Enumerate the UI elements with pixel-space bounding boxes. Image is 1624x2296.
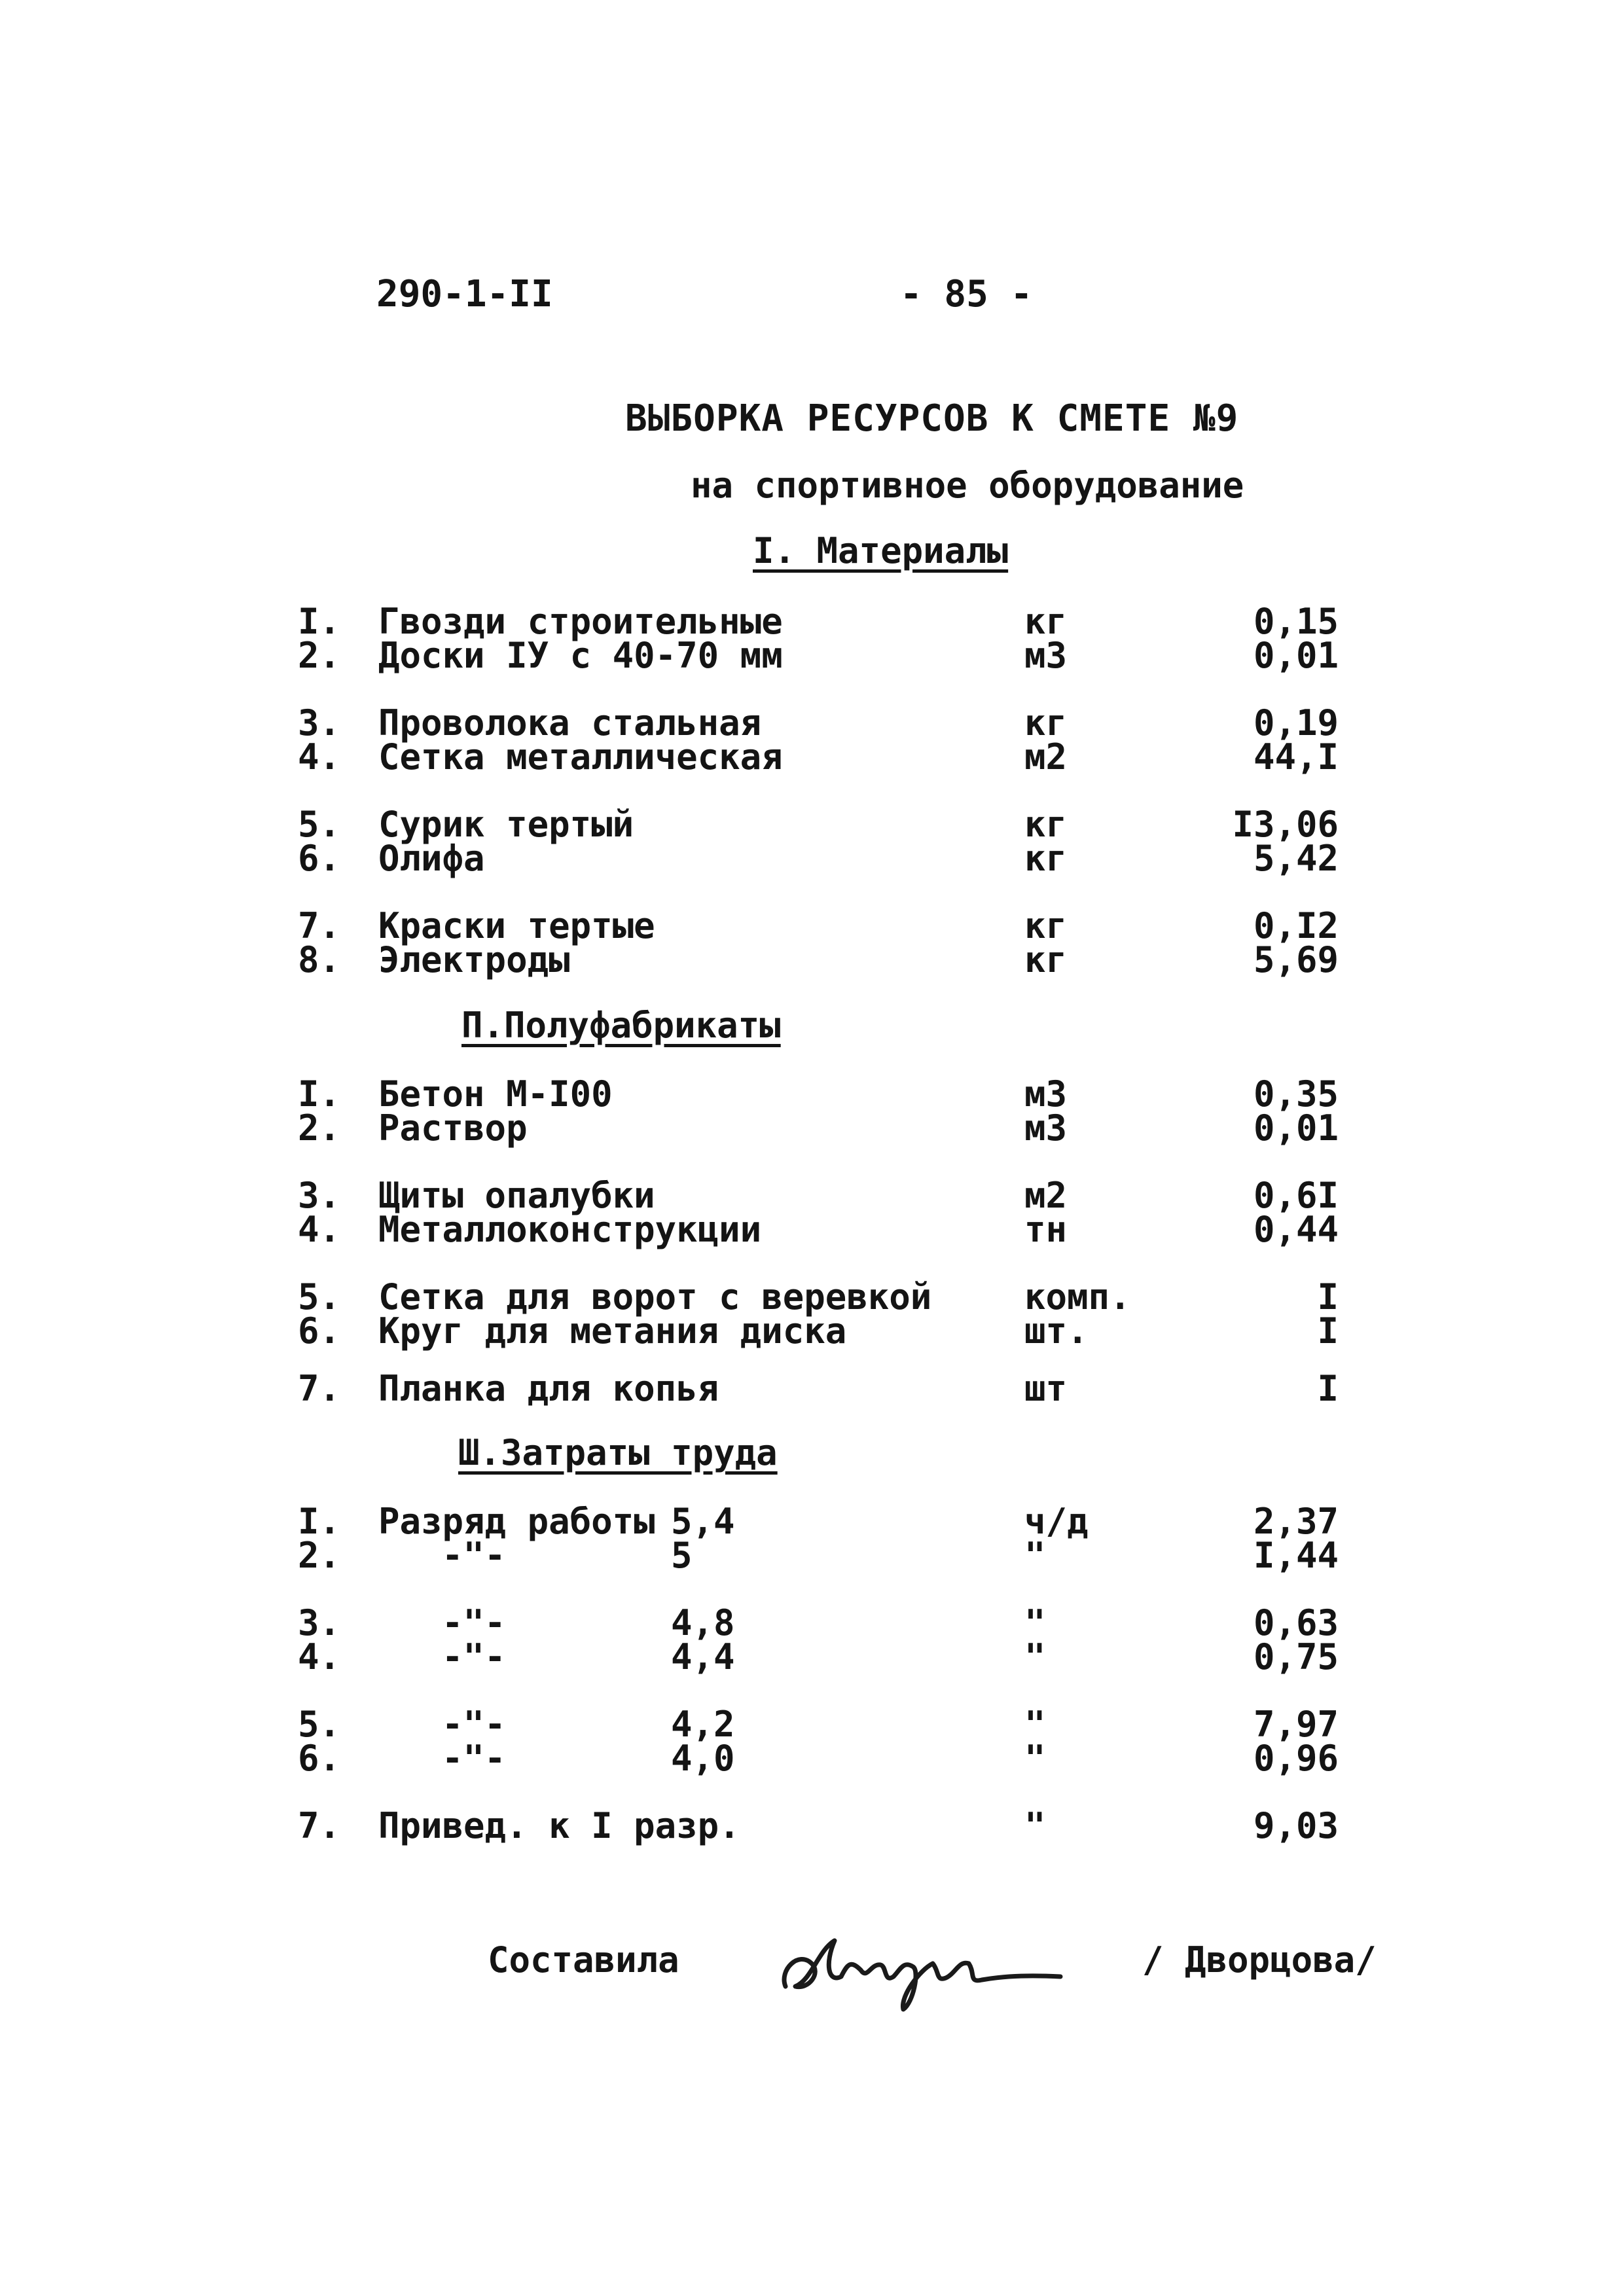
section-heading-materials: I. Материалы (753, 530, 1009, 571)
compiler-name: / Дворцова/ (1142, 1939, 1377, 1981)
document-title: ВЫБОРКА РЕСУРСОВ К СМЕТЕ №9 (625, 397, 1239, 440)
signature (772, 1924, 1074, 2016)
document-subtitle: на спортивное оборудование (691, 465, 1244, 506)
page-number: - 85 - (900, 273, 1033, 315)
section-heading-semifinished: П.Полуфабрикаты (461, 1005, 781, 1046)
section-heading-labor: Ш.Затраты труда (458, 1432, 778, 1473)
compiled-by-label: Составила (488, 1939, 679, 1981)
document-number: 290-1-II (376, 273, 553, 315)
document-page: 290-1-II - 85 - ВЫБОРКА РЕСУРСОВ К СМЕТЕ №9 на спортивное оборудование I. Материалы I. Гвозди строительные кг 0,15 2. Доски IУ с 40-70 мм м3 0,01 3. Проволока стальная кг 0,19 4. Сетка металлическая м2 44,I 5. Сурик тертый кг I3,06 6. Олифа кг 5,42 7. Краски тертые кг 0,I2 8. Электроды кг 5,69 П.Полуфабрикаты I. Бетон М-I00 м3 0,35 2. Раствор м3 0,01 3. Щиты опалубки м2 0,6I 4. Металлоконструкции тн 0,44 5. Сетка для ворот с веревкой комп. I 6. Круг для метания диска шт. I 7. Планка для копья шт I Ш.Затраты труда I. Разряд работы 5,4 ч/д 2,37 2. -"- 5 " I,44 3. -"- 4,8 " 0,63 4. -"- 4,4 " 0,75 5. -"- 4,2 " 7,97 6. -"- 4,0 " 0,96 7. Привед. к I разр. " 9,03 Составила / Дворцова/ (0, 0, 1624, 2296)
